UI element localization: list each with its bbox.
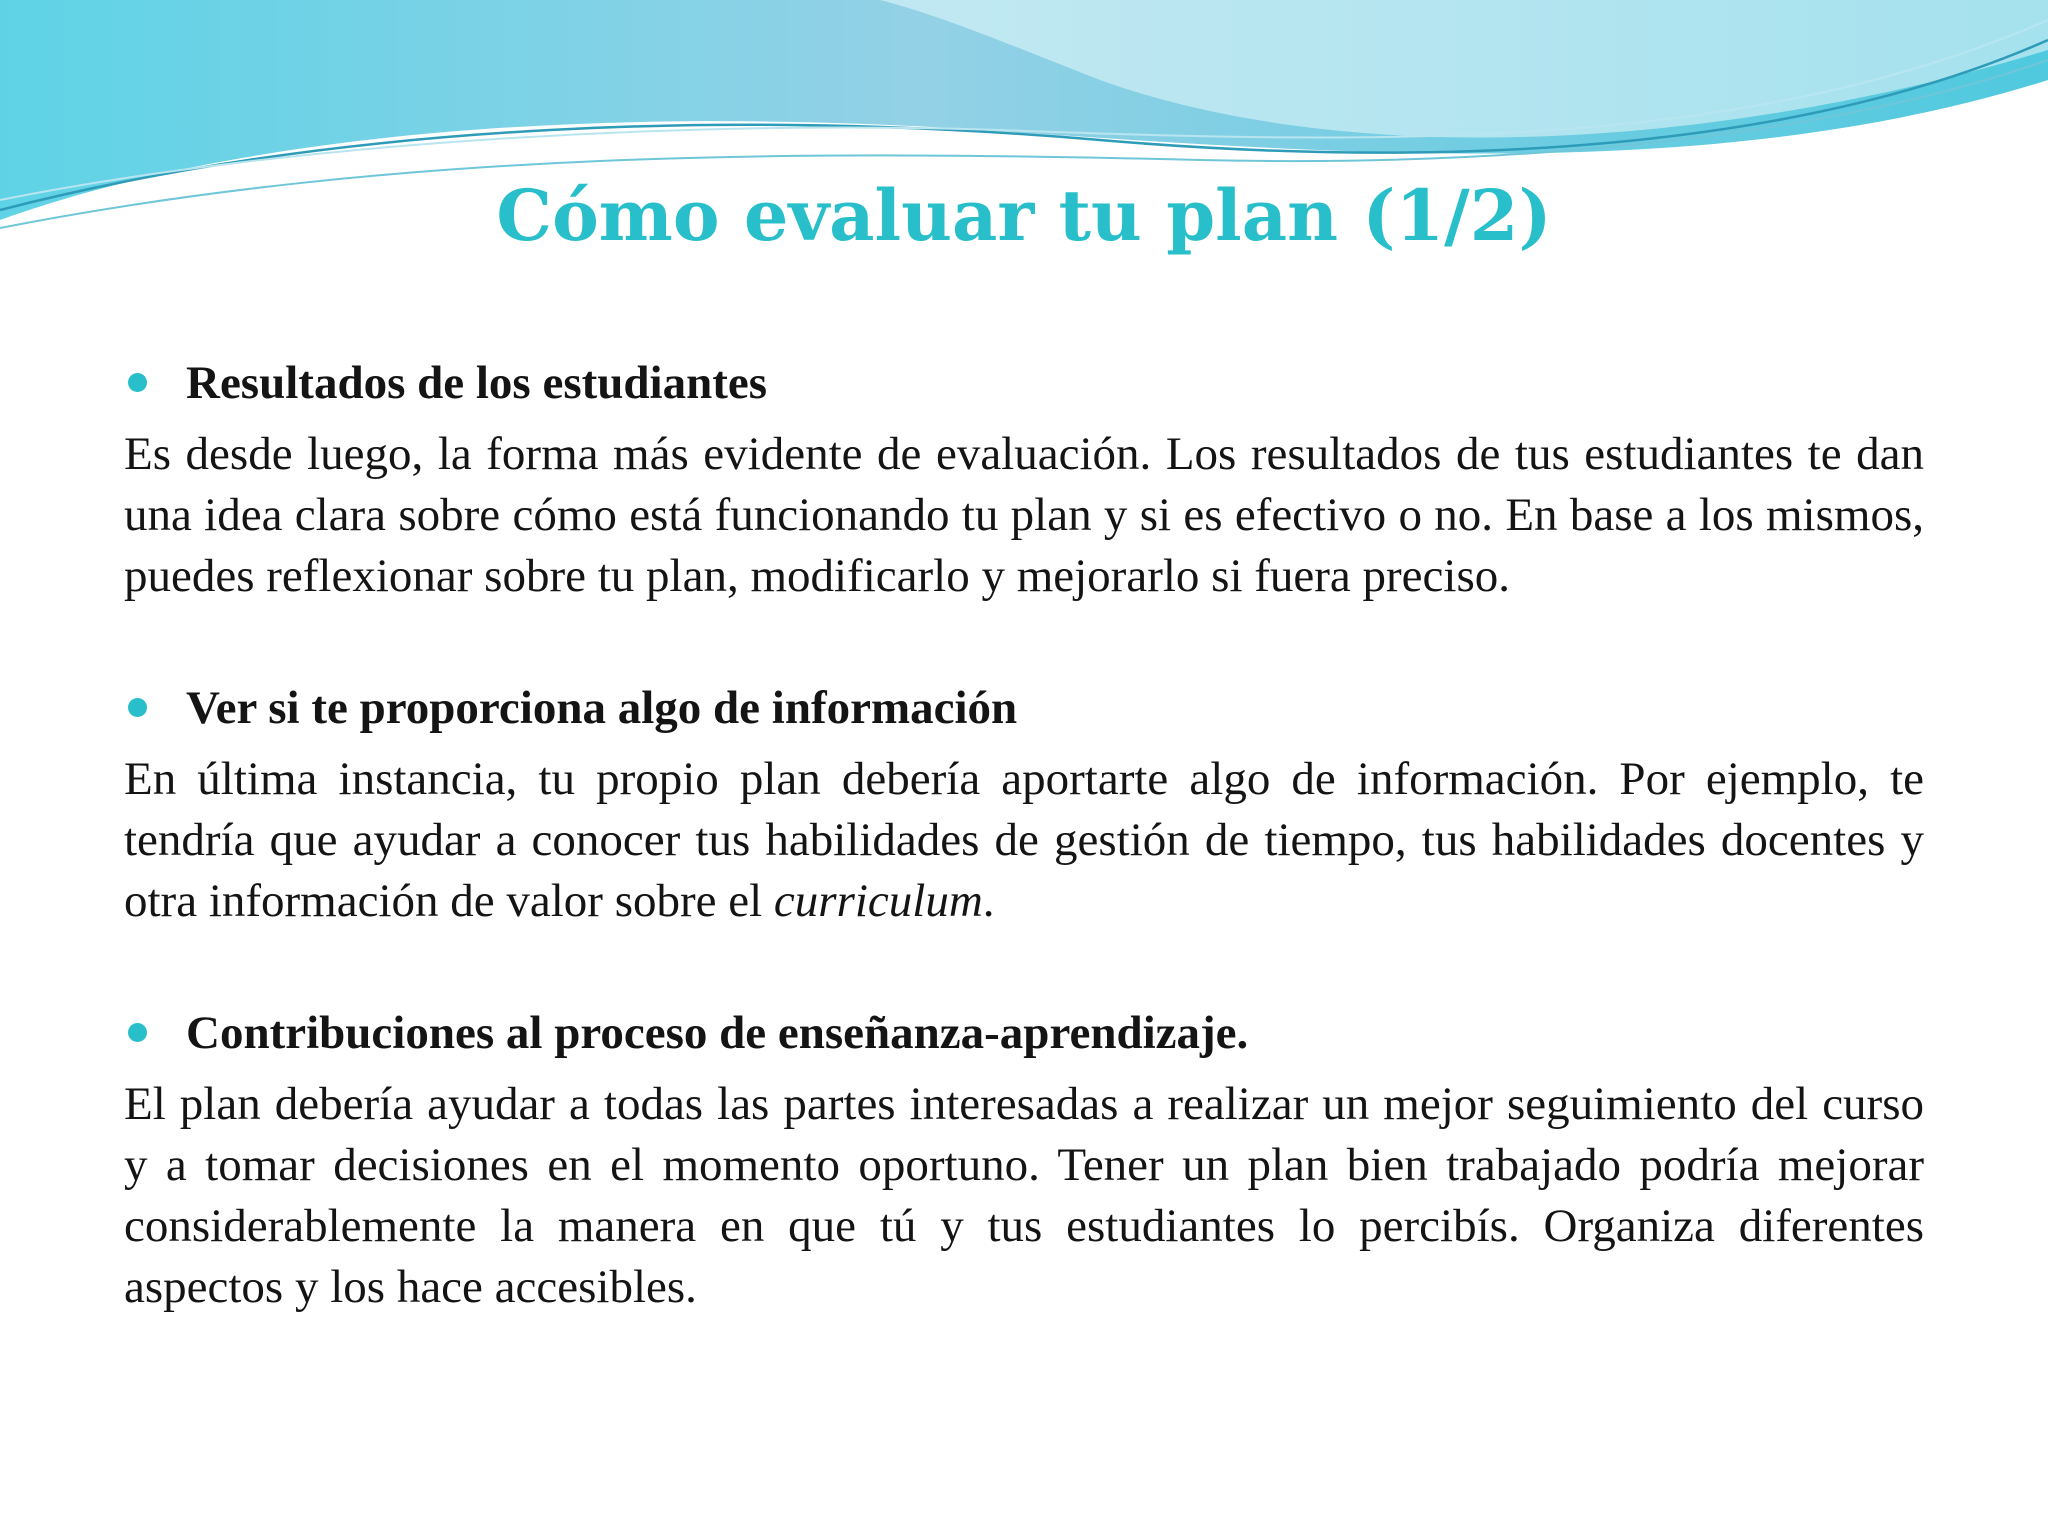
section-heading xyxy=(124,673,1924,743)
section-body xyxy=(124,424,1924,607)
section-resultados xyxy=(124,348,1924,607)
bullet-dot-icon xyxy=(128,698,147,717)
body-text-italic: curriculum xyxy=(773,875,983,927)
body-text: El plan debería ayudar a todas las partes interesadas a realizar un mejor seguimiento del curso y a tomar decisiones en el momento oportuno. Tener un plan bien trabajado podría mejorar considerablemente la manera en que tú y tus estudiantes lo percibís. Organiza diferentes aspectos y los hace accesibles. xyxy=(124,1078,1924,1313)
section-informacion xyxy=(124,673,1924,932)
bullet-dot-icon xyxy=(128,1023,147,1042)
body-text: Es desde luego, la forma más evidente de evaluación. Los resultados de tus estudiantes te dan una idea clara sobre cómo está funcionando tu plan y si es efectivo o no. En base a los mismos, puedes reflexionar sobre tu plan, modificarlo y mejorarlo si fuera preciso. xyxy=(124,428,1924,602)
slide-content xyxy=(124,348,1924,1384)
section-body xyxy=(124,1074,1924,1318)
section-heading-text: Contribuciones al proceso de enseñanza-aprendizaje. xyxy=(186,1007,1249,1059)
section-contribuciones xyxy=(124,998,1924,1318)
section-heading-text: Ver si te proporciona algo de información xyxy=(186,682,1018,734)
section-heading xyxy=(124,998,1924,1068)
body-text: En última instancia, tu propio plan debería aportarte algo de información. Por ejemplo, te tendría que ayudar a conocer tus habilidades de gestión de tiempo, tus habilidades docentes y otra información de valor sobre el xyxy=(124,753,1924,927)
section-body xyxy=(124,749,1924,932)
bullet-dot-icon xyxy=(128,373,147,392)
slide-title: Cómo evaluar tu plan (1/2) xyxy=(496,174,1552,257)
section-heading xyxy=(124,348,1924,418)
section-heading-text: Resultados de los estudiantes xyxy=(186,357,768,409)
body-text: . xyxy=(982,875,995,927)
